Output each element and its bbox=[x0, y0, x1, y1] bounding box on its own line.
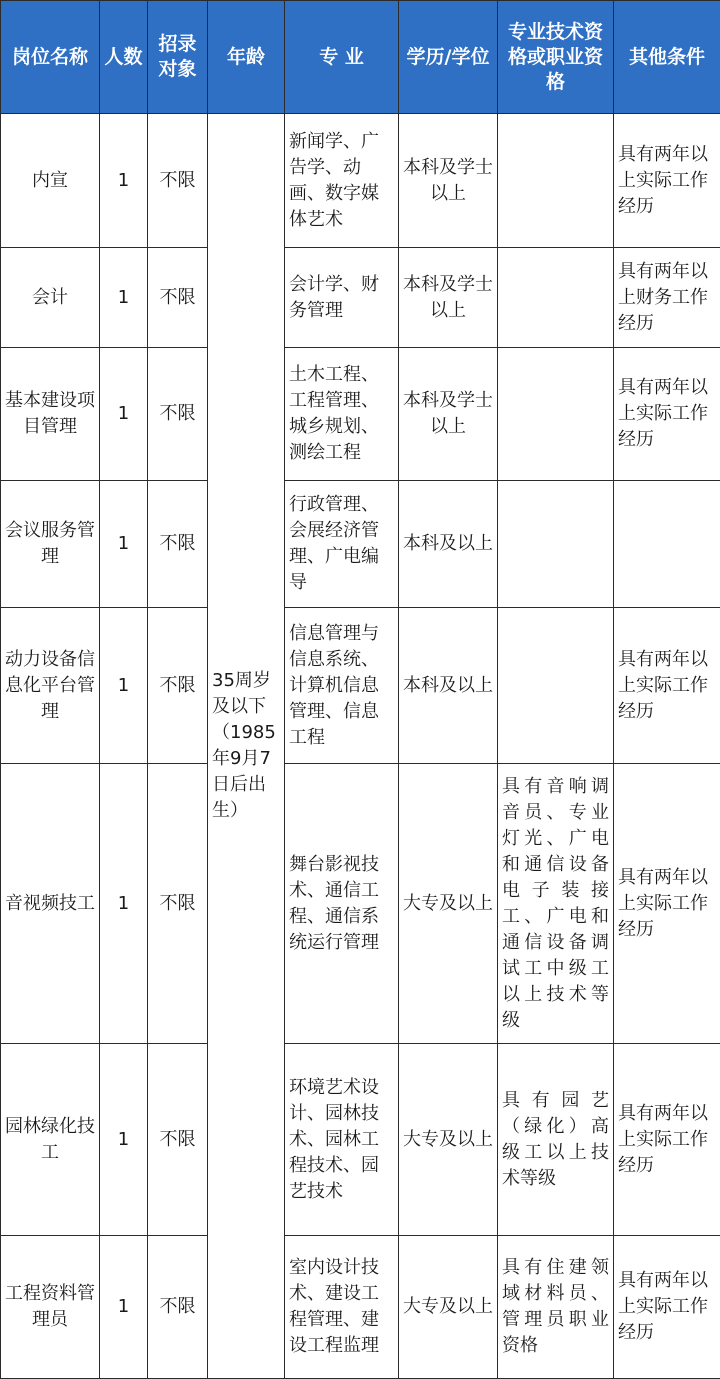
cell-major: 新闻学、广告学、动画、数字媒体艺术 bbox=[285, 114, 399, 248]
cell-target: 不限 bbox=[148, 1044, 208, 1236]
cell-target: 不限 bbox=[148, 481, 208, 608]
cell-major: 信息管理与信息系统、计算机信息管理、信息工程 bbox=[285, 608, 399, 764]
cell-position: 基本建设项目管理 bbox=[1, 348, 100, 481]
cell-qualification bbox=[498, 608, 614, 764]
cell-qualification: 具有音响调音员、专业灯光、广电和通信设备电子装接工、广电和通信设备调试工中级工以上技术等级 bbox=[498, 764, 614, 1044]
cell-other: 具有两年以上实际工作经历 bbox=[614, 608, 720, 764]
cell-education: 本科及学士以上 bbox=[399, 114, 498, 248]
table-row bbox=[1, 348, 720, 481]
header-other: 其他条件 bbox=[614, 1, 720, 114]
cell-target: 不限 bbox=[148, 764, 208, 1044]
table-row bbox=[1, 608, 720, 764]
cell-education: 大专及以上 bbox=[399, 1044, 498, 1236]
table-row bbox=[1, 764, 720, 1044]
cell-count: 1 bbox=[100, 481, 148, 608]
cell-qualification bbox=[498, 481, 614, 608]
header-age: 年龄 bbox=[208, 1, 285, 114]
cell-education: 大专及以上 bbox=[399, 1236, 498, 1379]
header-qualification: 专业技术资格或职业资格 bbox=[498, 1, 614, 114]
cell-other: 具有两年以上财务工作经历 bbox=[614, 248, 720, 348]
table-row bbox=[1, 1236, 720, 1379]
cell-major: 土木工程、工程管理、城乡规划、测绘工程 bbox=[285, 348, 399, 481]
cell-education: 本科及学士以上 bbox=[399, 248, 498, 348]
cell-education: 本科及学士以上 bbox=[399, 348, 498, 481]
cell-position: 动力设备信息化平台管理 bbox=[1, 608, 100, 764]
table-row bbox=[1, 114, 720, 248]
cell-major: 室内设计技术、建设工程管理、建设工程监理 bbox=[285, 1236, 399, 1379]
cell-other bbox=[614, 481, 720, 608]
cell-other: 具有两年以上实际工作经历 bbox=[614, 1044, 720, 1236]
cell-target: 不限 bbox=[148, 114, 208, 248]
cell-position: 内宣 bbox=[1, 114, 100, 248]
cell-other: 具有两年以上实际工作经历 bbox=[614, 764, 720, 1044]
header-position: 岗位名称 bbox=[1, 1, 100, 114]
cell-position: 音视频技工 bbox=[1, 764, 100, 1044]
cell-education: 大专及以上 bbox=[399, 764, 498, 1044]
cell-position: 会议服务管理 bbox=[1, 481, 100, 608]
cell-other: 具有两年以上实际工作经历 bbox=[614, 114, 720, 248]
cell-target: 不限 bbox=[148, 248, 208, 348]
cell-major: 行政管理、会展经济管理、广电编导 bbox=[285, 481, 399, 608]
cell-education: 本科及以上 bbox=[399, 608, 498, 764]
cell-count: 1 bbox=[100, 608, 148, 764]
cell-target: 不限 bbox=[148, 608, 208, 764]
cell-major: 环境艺术设计、园林技术、园林工程技术、园艺技术 bbox=[285, 1044, 399, 1236]
table-header bbox=[1, 1, 720, 114]
cell-target: 不限 bbox=[148, 1236, 208, 1379]
cell-major: 舞台影视技术、通信工程、通信系统运行管理 bbox=[285, 764, 399, 1044]
cell-count: 1 bbox=[100, 764, 148, 1044]
cell-qualification bbox=[498, 114, 614, 248]
cell-other: 具有两年以上实际工作经历 bbox=[614, 348, 720, 481]
cell-count: 1 bbox=[100, 248, 148, 348]
cell-qualification bbox=[498, 348, 614, 481]
table-row bbox=[1, 248, 720, 348]
cell-other: 具有两年以上实际工作经历 bbox=[614, 1236, 720, 1379]
header-count: 人数 bbox=[100, 1, 148, 114]
header-major: 专 业 bbox=[285, 1, 399, 114]
cell-qualification bbox=[498, 248, 614, 348]
cell-education: 本科及以上 bbox=[399, 481, 498, 608]
cell-count: 1 bbox=[100, 1044, 148, 1236]
cell-position: 园林绿化技工 bbox=[1, 1044, 100, 1236]
cell-target: 不限 bbox=[148, 348, 208, 481]
header-row bbox=[1, 1, 720, 114]
header-target: 招录对象 bbox=[148, 1, 208, 114]
cell-count: 1 bbox=[100, 348, 148, 481]
cell-major: 会计学、财务管理 bbox=[285, 248, 399, 348]
cell-qualification: 具有园艺（绿化）高级工以上技术等级 bbox=[498, 1044, 614, 1236]
table-row bbox=[1, 1044, 720, 1236]
table-row bbox=[1, 481, 720, 608]
cell-age-merged: 35周岁及以下（1985年9月7日后出生） bbox=[208, 114, 285, 1379]
cell-position: 工程资料管理员 bbox=[1, 1236, 100, 1379]
cell-position: 会计 bbox=[1, 248, 100, 348]
header-education: 学历/学位 bbox=[399, 1, 498, 114]
table-body bbox=[1, 114, 720, 1379]
cell-count: 1 bbox=[100, 114, 148, 248]
cell-qualification: 具有住建领域材料员、管理员职业资格 bbox=[498, 1236, 614, 1379]
cell-count: 1 bbox=[100, 1236, 148, 1379]
